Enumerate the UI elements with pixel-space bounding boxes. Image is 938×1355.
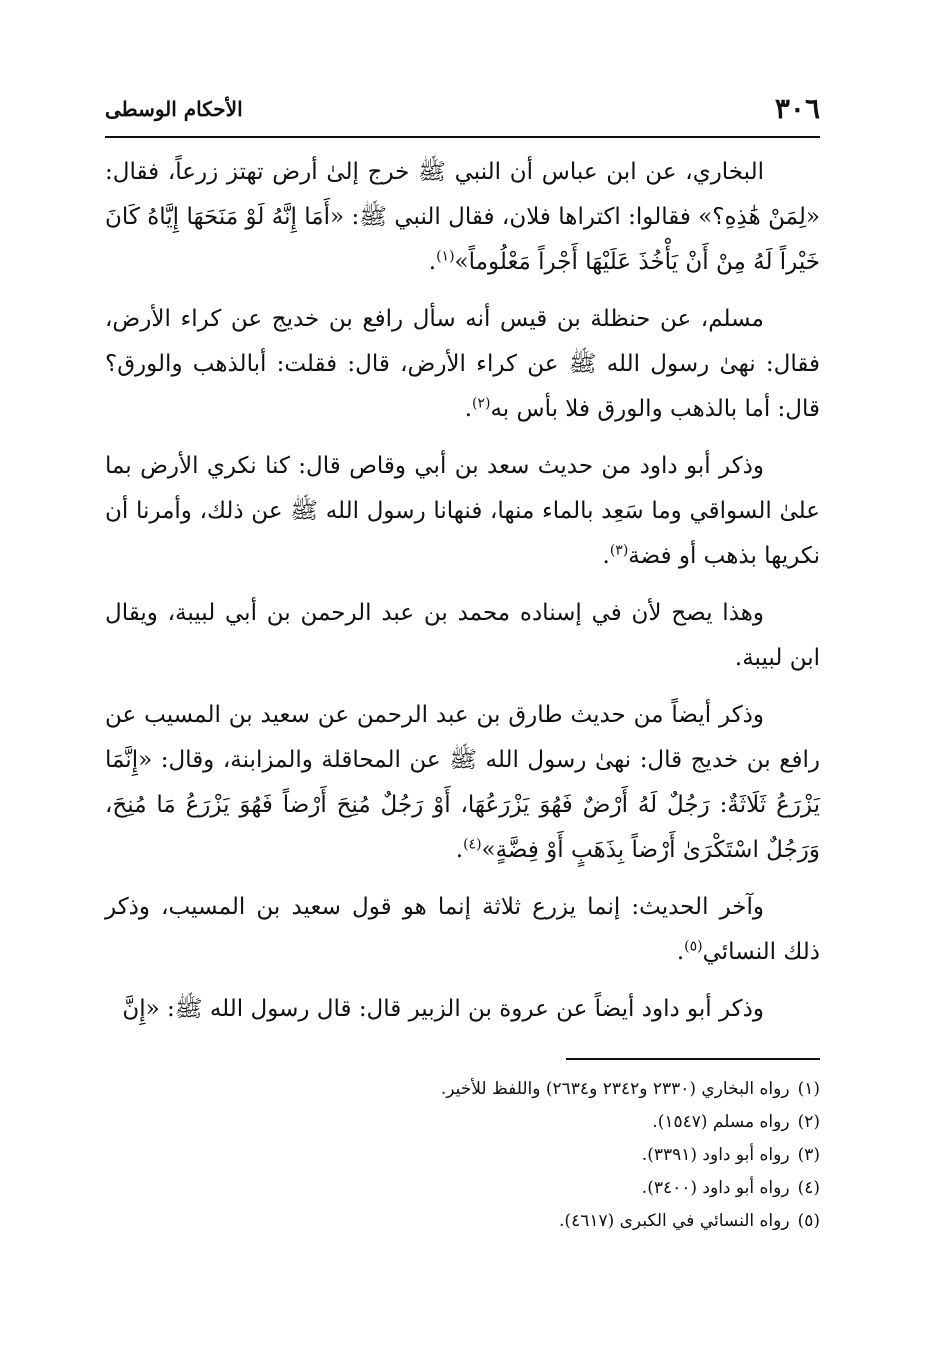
- footnote-number: (٢): [797, 1112, 820, 1132]
- footnote-number: (٤): [797, 1178, 820, 1198]
- footnote-number: (٣): [797, 1145, 820, 1165]
- paragraph: [105, 591, 820, 681]
- footnote-text: رواه النسائي في الكبرى (٤٦١٧).: [559, 1211, 790, 1231]
- footnote-ref: (٥): [684, 938, 703, 955]
- paragraph-text: وآخر الحديث: إنما يزرع ثلاثة إنما هو قول سعيد بن المسيب، وذكر ذلك النسائي: [105, 894, 820, 965]
- footnote-number: (٥): [797, 1211, 820, 1231]
- footnote-ref: (٣): [609, 542, 629, 559]
- paragraph-text: وذكر أبو داود أيضاً عن عروة بن الزبير قال: قال رسول الله ﷺ: «إِنَّ: [122, 996, 764, 1022]
- paragraph-text: مسلم، عن حنظلة بن قيس أنه سأل رافع بن خديج عن كراء الأرض، فقال: نهىٰ رسول الله ﷺ عن كراء الأرض، قال: فقلت: أبالذهب والورق؟ قال: أما بالذهب والورق فلا بأس به: [105, 306, 820, 422]
- paragraph-end: .: [428, 249, 437, 275]
- paragraph-text: وهذا يصح لأن في إسناده محمد بن عبد الرحمن بن أبي لبيبة، ويقال ابن لبيبة.: [105, 600, 820, 671]
- footnote-number: (١): [797, 1079, 820, 1099]
- paragraph-end: .: [455, 837, 464, 863]
- paragraph: [105, 444, 820, 579]
- paragraph-end: .: [676, 939, 685, 965]
- paragraph-text: وذكر أيضاً من حديث طارق بن عبد الرحمن عن سعيد بن المسيب عن رافع بن خديج قال: نهىٰ رسول الله ﷺ عن المحاقلة والمزابنة، وقال: «إِنَّمَا يَزْرَعُ ثَلَاثَةٌ: رَجُلٌ لَهُ أَرْضٌ فَهُوَ يَزْرَعُهَا، أَوْ رَجُلٌ مُنِحَ أَرْضاً فَهُوَ يَزْرَعُ مَا مُنِحَ، وَرَجُلٌ اسْتَكْرَىٰ أَرْضاً بِذَهَبٍ أَوْ فِضَّةٍ»: [105, 702, 820, 863]
- footnote: [105, 1205, 820, 1238]
- footnote-text: رواه مسلم (١٥٤٧).: [652, 1112, 790, 1132]
- footnote-ref: (٤): [463, 836, 482, 853]
- paragraph: [105, 693, 820, 873]
- paragraph-text: البخاري، عن ابن عباس أن النبي ﷺ خرج إلىٰ أرض تهتز زرعاً، فقال: «لِمَنْ هَٰذِهِ؟» فقالوا: اكتراها فلان، فقال النبي ﷺ: «أَمَا إِنَّهُ لَوْ مَنَحَهَا إِيَّاهُ كَانَ خَيْراً لَهُ مِنْ أَنْ يَأْخُذَ عَلَيْهَا أَجْراً مَعْلُوماً»: [105, 159, 820, 275]
- footnote-rule: [566, 1058, 820, 1060]
- footnote-text: رواه أبو داود (٣٤٠٠).: [641, 1178, 790, 1198]
- footnote: [105, 1139, 820, 1172]
- paragraph-text: وذكر أبو داود من حديث سعد بن أبي وقاص قال: كنا نكري الأرض بما علىٰ السواقي وما سَعِد بالماء منها، فنهانا رسول الله ﷺ عن ذلك، وأمرنا أن نكريها بذهب أو فضة: [105, 453, 820, 569]
- footnote: [105, 1106, 820, 1139]
- footnote-text: رواه أبو داود (٣٣٩١).: [641, 1145, 790, 1165]
- footnote-ref: (٢): [472, 395, 491, 412]
- body-text: [105, 150, 820, 1044]
- paragraph: [105, 885, 820, 975]
- footnote: [105, 1172, 820, 1205]
- page-number: ٣٠٦: [774, 92, 820, 125]
- paragraph-end: .: [602, 543, 610, 569]
- paragraph: [105, 150, 820, 285]
- footnote-text: رواه البخاري (٢٣٣٠ و٢٣٤٢ و٢٦٣٤) واللفظ للأخير.: [440, 1079, 790, 1099]
- footnote-ref: (١): [436, 248, 455, 265]
- paragraph: [105, 297, 820, 432]
- footnotes: [105, 1073, 820, 1238]
- paragraph: [105, 987, 820, 1032]
- header-rule: [105, 136, 820, 138]
- paragraph-end: .: [464, 396, 472, 422]
- footnote: [105, 1073, 820, 1106]
- page-header: [105, 92, 820, 132]
- running-title: الأحكام الوسطى: [105, 97, 243, 121]
